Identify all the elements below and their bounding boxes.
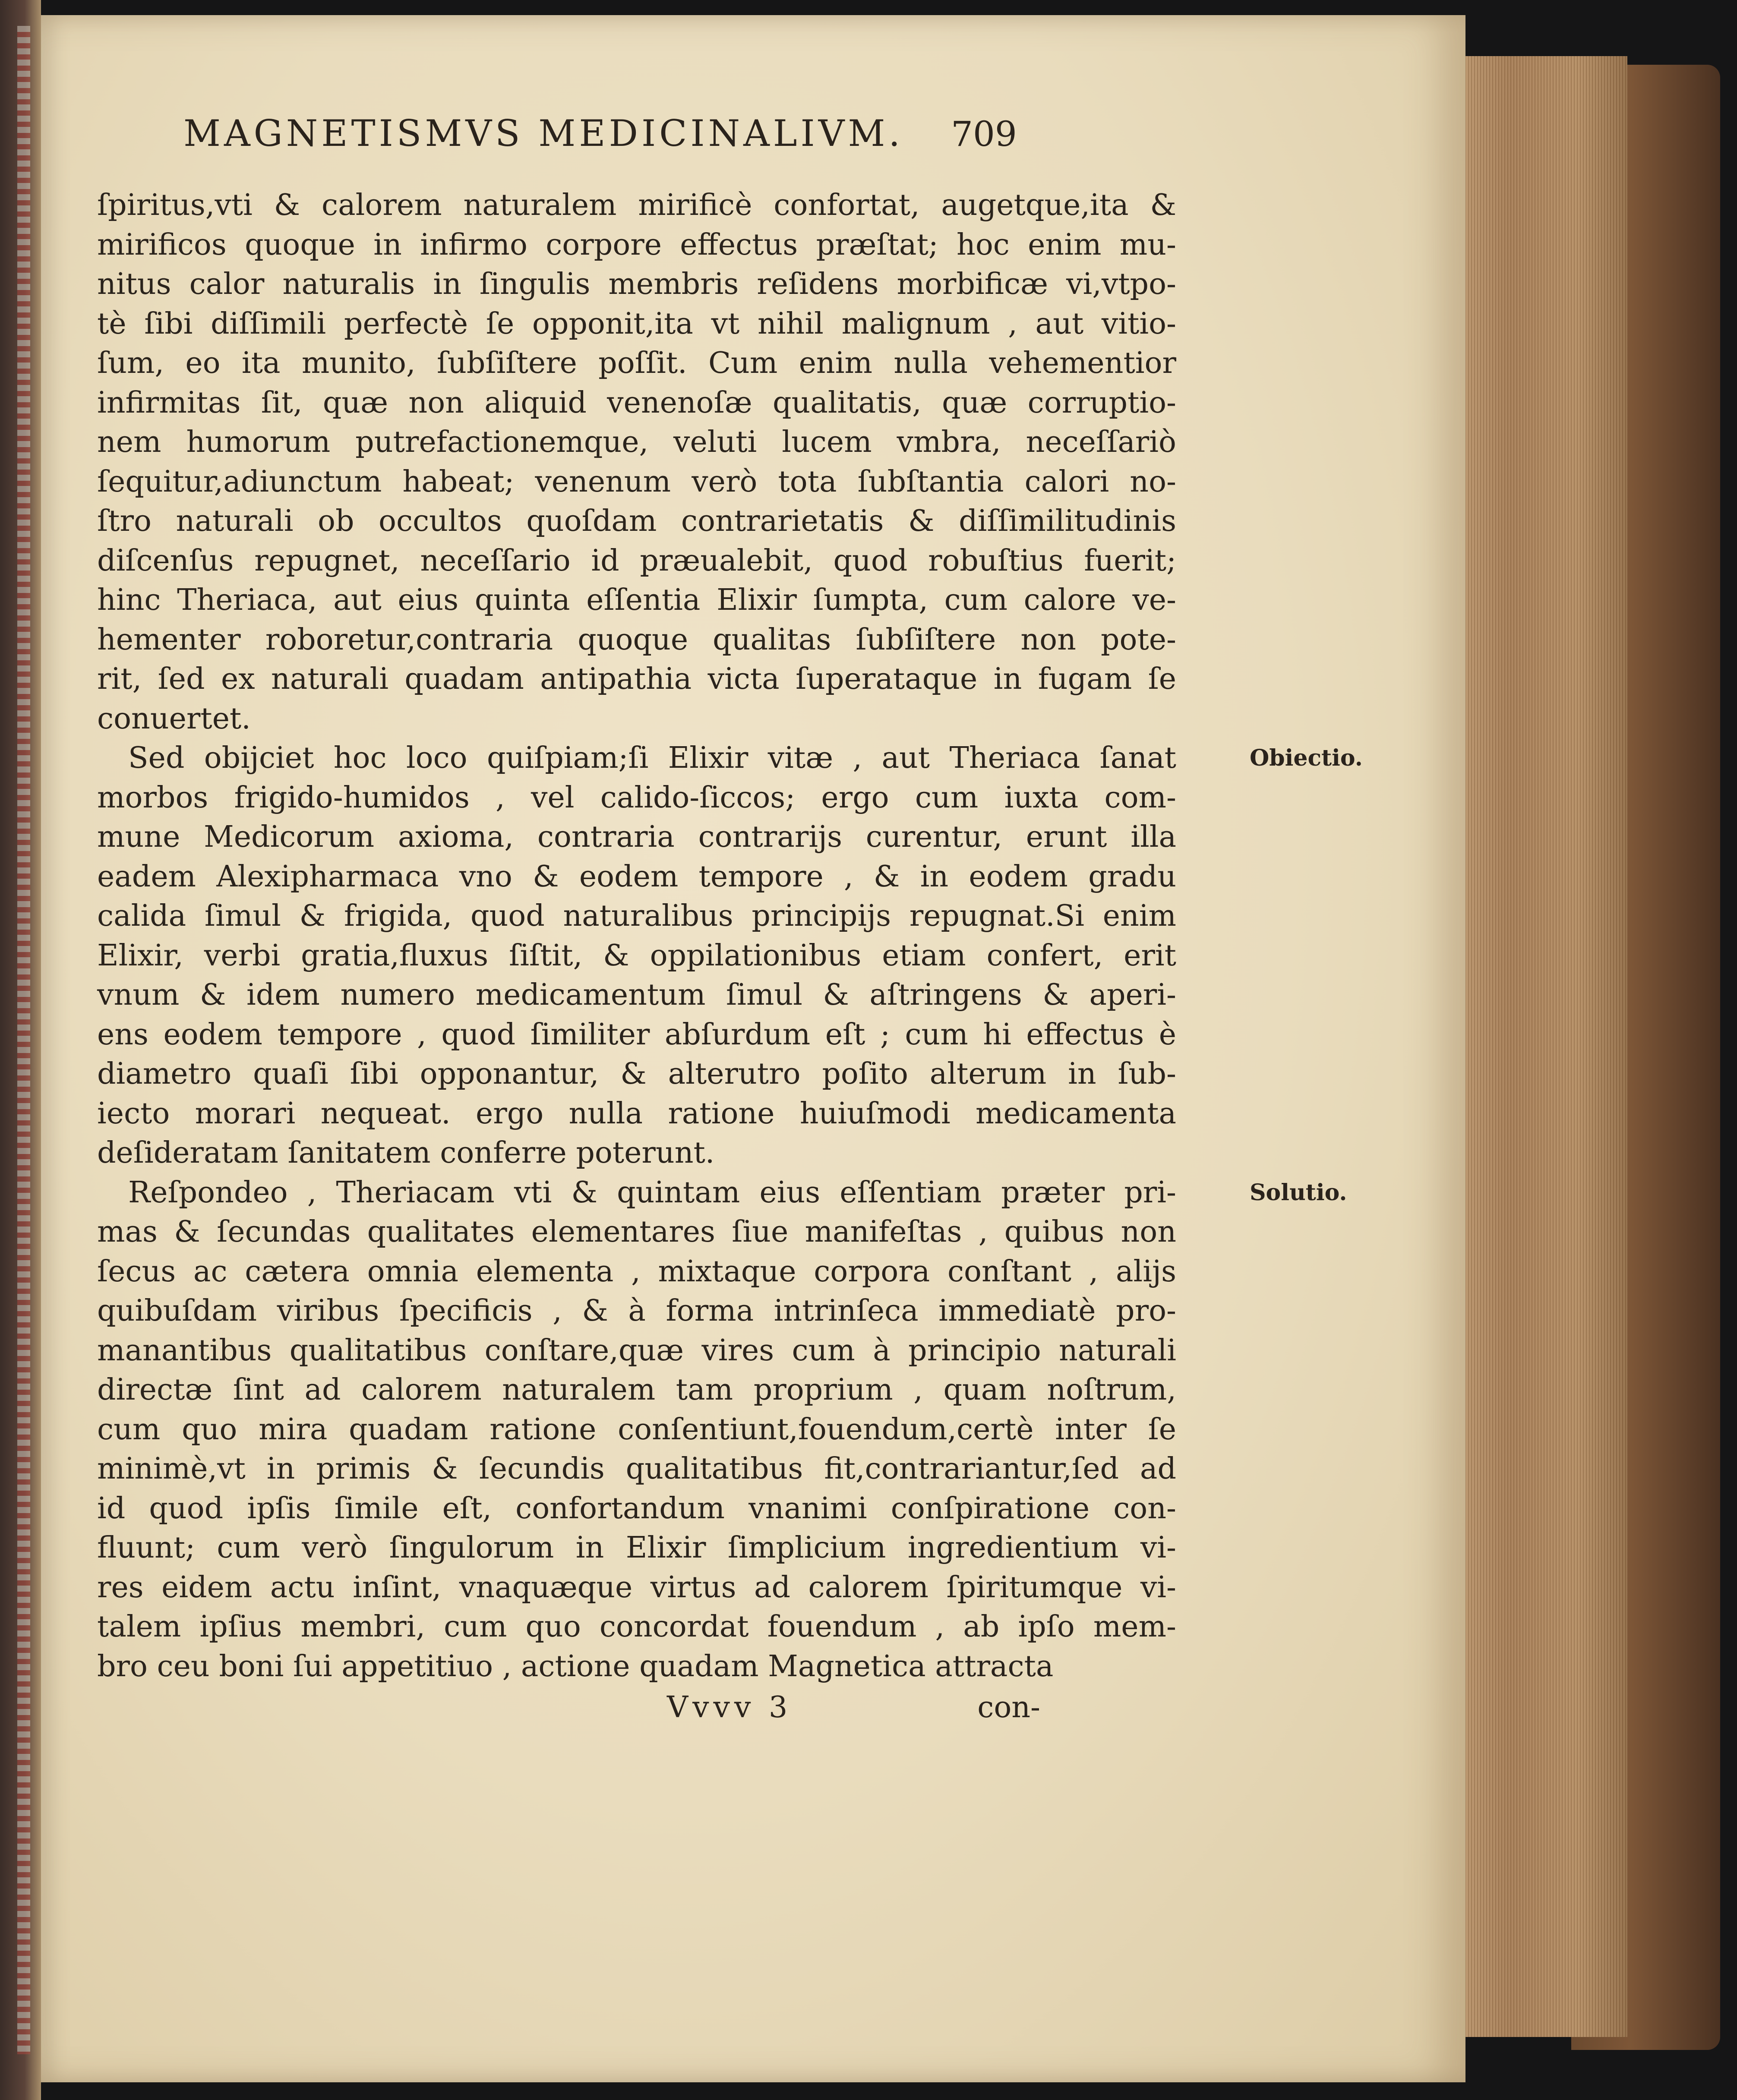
- text-line-content: calida ſimul & frigida, quod naturalibus principijs repugnat.Si enim: [97, 899, 1176, 933]
- text-line-content: nem humorum putrefactionemque, veluti lucem vmbra, neceſſariò: [97, 425, 1176, 459]
- text-line-content: deſideratam ſanitatem conferre poterunt.: [97, 1136, 715, 1170]
- text-line: [97, 857, 1176, 897]
- text-line: [97, 1015, 1176, 1055]
- text-line-content: tè ſibi diſſimili perfectè ſe opponit,ita vt nihil malignum , aut vitio-: [97, 306, 1176, 341]
- text-line-content: infirmitas ſit, quæ non aliquid venenoſæ qualitatis, quæ corruptio-: [97, 385, 1176, 420]
- text-line-content: fluunt; cum verò ſingulorum in Elixir ſimplicium ingredientium vi-: [97, 1531, 1176, 1565]
- text-line: [97, 1647, 1176, 1687]
- text-line-content: ſequitur,adiunctum habeat; venenum verò tota ſubſtantia calori no-: [97, 464, 1176, 499]
- text-line-content: bro ceu boni ſui appetitiuo , actione quadam Magnetica attracta: [97, 1649, 1054, 1684]
- text-line: [97, 1212, 1176, 1252]
- text-line: [97, 936, 1176, 976]
- text-line: [97, 1291, 1176, 1331]
- text-line: [97, 225, 1176, 265]
- text-line-content: mas & ſecundas qualitates elementares ſiue manifeſtas , quibus non: [97, 1215, 1176, 1249]
- text-line: [97, 1370, 1176, 1410]
- page-number: 709: [951, 114, 1017, 154]
- text-line: [97, 896, 1176, 936]
- text-line: [97, 1173, 1347, 1213]
- text-line: [97, 186, 1176, 225]
- marginal-note: Solutio.: [1250, 1179, 1347, 1206]
- text-line: [97, 304, 1176, 344]
- text-line: [97, 580, 1176, 620]
- text-line: [97, 423, 1176, 462]
- text-line-content: ſtro naturali ob occultos quoſdam contrarietatis & diſſimilitudinis: [97, 504, 1176, 538]
- page-block-edge: [1459, 56, 1627, 2037]
- text-line: [97, 659, 1176, 699]
- text-line-content: quibuſdam viribus ſpecificis , & à forma intrinſeca immediatè pro-: [97, 1294, 1176, 1328]
- text-line: [97, 1568, 1176, 1608]
- text-line: [97, 501, 1176, 541]
- text-line: [97, 975, 1176, 1015]
- body-text: [97, 186, 1363, 1686]
- page-header: [97, 112, 1176, 186]
- text-line-content: cum quo mira quadam ratione conſentiunt,fouendum,certè inter ſe: [97, 1412, 1176, 1447]
- text-line: [97, 1054, 1176, 1094]
- text-line-content: res eidem actu inſint, vnaquæque virtus ad calorem ſpiritumque vi-: [97, 1570, 1176, 1605]
- text-line-content: mune Medicorum axioma, contraria contrarijs curentur, erunt illa: [97, 820, 1176, 854]
- text-line-content: hementer roboretur,contraria quoque qualitas ſubſiſtere non pote-: [97, 622, 1176, 657]
- text-line-content: minimè,vt in primis & ſecundis qualitatibus fit,contrariantur,ſed ad: [97, 1452, 1176, 1486]
- running-head: MAGNETISMVS MEDICINALIVM.: [183, 112, 904, 155]
- text-line-content: rit, ſed ex naturali quadam antipathia victa ſuperataque in fugam ſe: [97, 662, 1176, 696]
- text-line: [97, 383, 1176, 423]
- text-line-content: vnum & idem numero medicamentum ſimul & aſtringens & aperi-: [97, 978, 1176, 1012]
- text-line-content: talem ipſius membri, cum quo concordat fouendum , ab ipſo mem-: [97, 1610, 1176, 1644]
- text-line-content: ſpiritus,vti & calorem naturalem mirificè confortat, augetque,ita &: [97, 188, 1176, 222]
- text-line: [97, 462, 1176, 502]
- signature-mark: Vvvv 3: [667, 1690, 792, 1725]
- text-block: [97, 112, 1363, 1729]
- text-line: [97, 1331, 1176, 1371]
- text-line: [97, 1528, 1176, 1568]
- text-line-content: id quod ipſis ſimile eſt, confortandum vnanimi conſpiratione con-: [97, 1491, 1176, 1526]
- text-line: [97, 541, 1176, 581]
- text-line-content: iecto morari nequeat. ergo nulla ratione huiuſmodi medicamenta: [97, 1096, 1176, 1131]
- page-footer: [97, 1686, 1176, 1729]
- text-line: [97, 1410, 1176, 1450]
- binding-stitching: [17, 26, 30, 2054]
- text-line-content: manantibus qualitatibus conſtare,quæ vires cum à principio naturali: [97, 1333, 1176, 1368]
- text-line-content: morbos frigido-humidos , vel calido-ſiccos; ergo cum iuxta com-: [97, 780, 1176, 815]
- text-line: [97, 265, 1176, 304]
- text-line: [97, 778, 1176, 818]
- text-line: [97, 1133, 1176, 1173]
- text-line: [97, 344, 1176, 383]
- text-line: [97, 1252, 1176, 1292]
- text-line-content: diſcenſus repugnet, neceſſario id præualebit, quod robuſtius fuerit;: [97, 543, 1176, 578]
- text-line: [97, 1094, 1176, 1134]
- text-line: [97, 1489, 1176, 1529]
- text-line: [97, 620, 1176, 660]
- text-line-content: ens eodem tempore , quod ſimiliter abſurdum eſt ; cum hi effectus è: [97, 1017, 1176, 1052]
- text-line: [97, 738, 1363, 778]
- text-line-content: conuertet.: [97, 701, 251, 736]
- text-line-content: hinc Theriaca, aut eius quinta eſſentia Elixir ſumpta, cum calore ve-: [97, 583, 1176, 617]
- book-page: [41, 15, 1465, 2082]
- text-line-content: Reſpondeo , Theriacam vti & quintam eius eſſentiam præter pri-: [128, 1175, 1176, 1210]
- text-line-content: Elixir, verbi gratia,fluxus ſiſtit, & oppilationibus etiam confert, erit: [97, 938, 1176, 973]
- text-line-content: nitus calor naturalis in ſingulis membris reſidens morbificæ vi,vtpo-: [97, 267, 1176, 301]
- text-line-content: diametro quaſi ſibi opponantur, & alterutro poſito alterum in ſub-: [97, 1057, 1176, 1091]
- text-line: [97, 1449, 1176, 1489]
- text-line-content: eadem Alexipharmaca vno & eodem tempore , & in eodem gradu: [97, 859, 1176, 894]
- catchword: con-: [977, 1690, 1041, 1725]
- text-line-content: ſecus ac cætera omnia elementa , mixtaque corpora conſtant , alijs: [97, 1254, 1176, 1289]
- text-line: [97, 817, 1176, 857]
- text-line-content: directæ ſint ad calorem naturalem tam proprium , quam noſtrum,: [97, 1373, 1176, 1407]
- text-line-content: mirificos quoque in infirmo corpore effectus præſtat; hoc enim mu-: [97, 227, 1176, 262]
- marginal-note: Obiectio.: [1250, 745, 1363, 771]
- text-line: [97, 699, 1176, 739]
- text-line-content: Sed obijciet hoc loco quiſpiam;ſi Elixir vitæ , aut Theriaca ſanat: [128, 741, 1176, 775]
- text-line-content: ſum, eo ita munito, ſubſiſtere poſſit. Cum enim nulla vehementior: [97, 346, 1176, 380]
- text-line: [97, 1607, 1176, 1647]
